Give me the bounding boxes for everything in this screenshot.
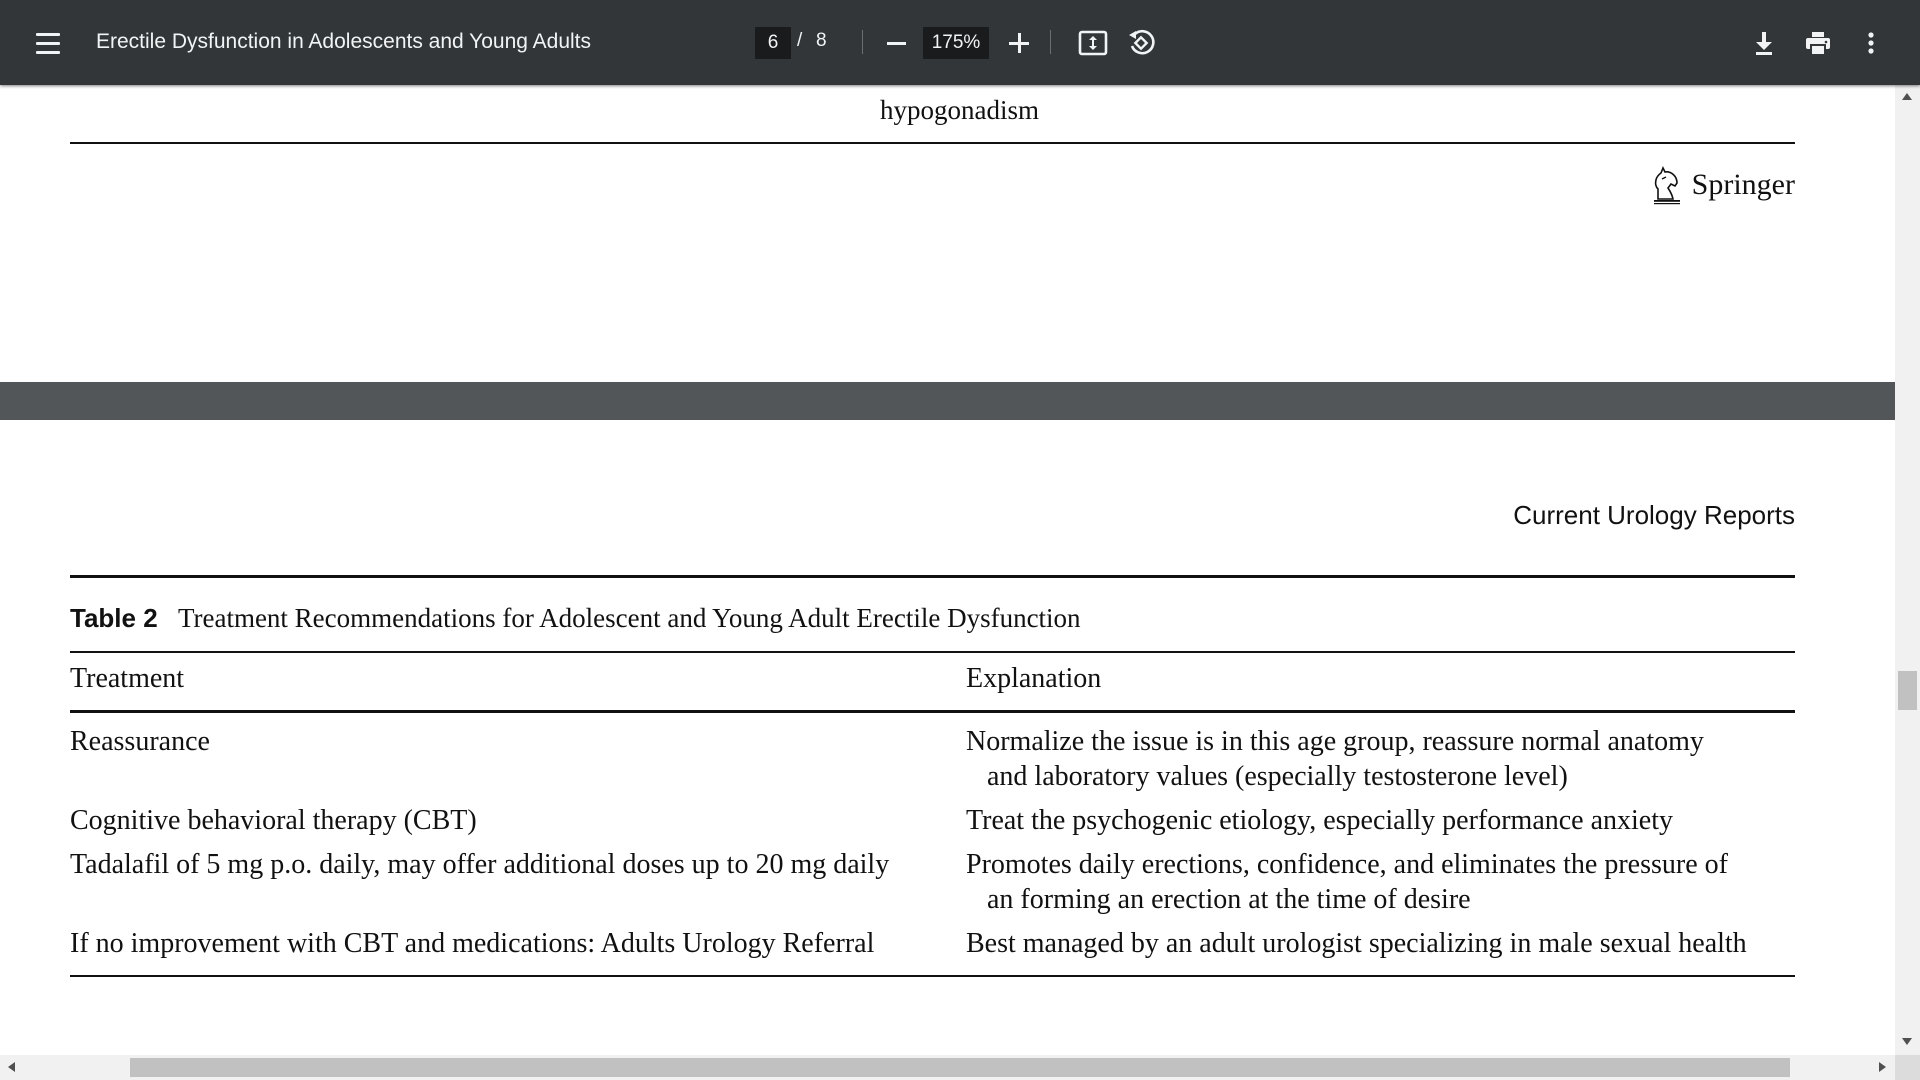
table-cell-treatment: If no improvement with CBT and medications: Adults Urology Referral: [70, 928, 875, 959]
table-top-rule: [70, 651, 1795, 653]
table-cell-explanation: [966, 926, 1747, 961]
running-header: Current Urology Reports: [1513, 500, 1795, 530]
scrollbar-corner: [1895, 1055, 1920, 1080]
table-bottom-rule: [70, 975, 1795, 977]
table-header-treatment: Treatment: [70, 663, 185, 694]
publisher-footer: [1650, 165, 1795, 205]
scroll-up-arrow-icon[interactable]: [1902, 93, 1912, 100]
zoom-level-input[interactable]: 175%: [923, 27, 989, 59]
pdf-toolbar: [0, 0, 1920, 85]
explanation-line: Treat the psychogenic etiology, especially performance anxiety: [966, 805, 1674, 836]
table-caption: [70, 603, 1081, 634]
horizontal-scrollbar[interactable]: [0, 1055, 1895, 1080]
print-icon[interactable]: [1801, 26, 1835, 60]
explanation-line: an forming an erection at the time of desire: [987, 884, 1471, 915]
rotate-icon[interactable]: [1124, 26, 1158, 60]
more-options-icon[interactable]: [1854, 26, 1888, 60]
table-cell-explanation: [966, 847, 1728, 917]
zoom-in-icon[interactable]: [1006, 30, 1032, 56]
menu-icon[interactable]: [31, 26, 65, 60]
scroll-right-arrow-icon[interactable]: [1879, 1062, 1886, 1072]
toolbar-divider: [1050, 30, 1051, 54]
fit-page-icon[interactable]: [1076, 26, 1110, 60]
explanation-line: Promotes daily erections, confidence, and eliminates the pressure of: [966, 849, 1728, 880]
table-bottom-rule: [70, 142, 1795, 144]
table-header-rule: [70, 710, 1795, 713]
document-viewport[interactable]: [0, 85, 1895, 1055]
header-rule: [70, 575, 1795, 578]
publisher-name: Springer: [1691, 168, 1795, 201]
table-trailing-text: hypogonadism: [880, 95, 1039, 125]
page-total: 8: [816, 30, 827, 51]
table-cell-explanation: [966, 724, 1704, 794]
page-number-input[interactable]: 6: [755, 27, 791, 59]
table-caption-text: Treatment Recommendations for Adolescent and Young Adult Erectile Dysfunction: [177, 603, 1081, 633]
explanation-line: Normalize the issue is in this age group, reassure normal anatomy: [966, 726, 1704, 757]
download-icon[interactable]: [1747, 26, 1781, 60]
horizontal-scroll-thumb[interactable]: [130, 1058, 1790, 1077]
page-separator: /: [797, 30, 803, 51]
pdf-page: [0, 420, 1895, 1055]
table-cell-treatment: Cognitive behavioral therapy (CBT): [70, 805, 477, 836]
table-header-explanation: Explanation: [966, 663, 1102, 694]
table-cell-explanation: [966, 803, 1673, 838]
springer-horse-logo-icon: [1650, 165, 1684, 205]
table-cell-treatment: Tadalafil of 5 mg p.o. daily, may offer additional doses up to 20 mg daily: [70, 849, 890, 880]
toolbar-divider: [862, 30, 863, 54]
vertical-scrollbar[interactable]: [1895, 85, 1920, 1055]
table-label: Table 2: [70, 603, 158, 633]
zoom-out-icon[interactable]: [884, 30, 910, 56]
document-title: Erectile Dysfunction in Adolescents and Young Adults: [96, 30, 591, 53]
explanation-line: Best managed by an adult urologist specializing in male sexual health: [966, 928, 1747, 959]
pdf-page: [0, 85, 1895, 382]
table-cell-treatment: Reassurance: [70, 726, 210, 757]
explanation-line: and laboratory values (especially testosterone level): [987, 761, 1568, 792]
scroll-left-arrow-icon[interactable]: [8, 1062, 15, 1072]
scroll-down-arrow-icon[interactable]: [1902, 1038, 1912, 1045]
vertical-scroll-thumb[interactable]: [1898, 671, 1917, 710]
